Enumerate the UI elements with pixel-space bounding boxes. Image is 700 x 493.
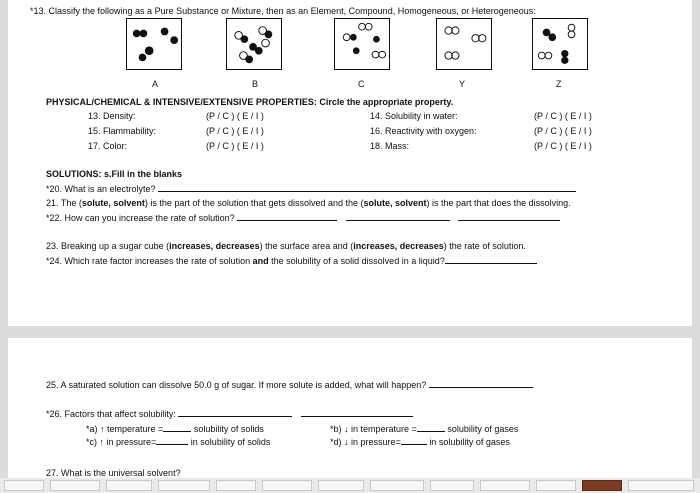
page-thumbnail[interactable] <box>370 480 424 491</box>
q24-part-2: the solubility of a solid dissolved in a liquid? <box>268 256 445 266</box>
page-thumbnail[interactable] <box>582 480 622 491</box>
factor-c-text: in solubility of solids <box>190 437 271 447</box>
page-thumbnail[interactable] <box>4 480 44 491</box>
answer-blank-26a[interactable] <box>178 408 292 417</box>
label-b: B <box>252 79 259 89</box>
particle-box-z <box>532 18 588 70</box>
q24-bold-and: and <box>252 256 269 266</box>
question-26 <box>46 408 413 420</box>
q21-part-2: ) is the part of the solution that gets dissolved and the ( <box>144 198 364 208</box>
page-thumbnail[interactable] <box>216 480 256 491</box>
options-reactivity-oxygen[interactable]: (P / C ) ( E / I ) <box>534 126 592 136</box>
answer-blank-24[interactable] <box>445 255 537 264</box>
particle-diagram-y <box>437 19 491 69</box>
factor-b-label: *b) ↓ in temperature = <box>330 424 417 434</box>
factor-a-label: *a) ↑ temperature = <box>86 424 164 434</box>
particle-diagram-b <box>227 19 281 69</box>
q23-part-1: 23. Breaking up a sugar cube ( <box>46 241 170 251</box>
q21-part-1: 21. The ( <box>46 198 82 208</box>
page-thumbnail[interactable] <box>158 480 210 491</box>
factor-d-text: in solubility of gases <box>429 437 510 447</box>
q21-choice-1[interactable]: solute, solvent <box>81 198 145 208</box>
particle-box-c <box>334 18 390 70</box>
question-25 <box>46 379 533 391</box>
label-c: C <box>358 79 365 89</box>
question-22-text: *22. How can you increase the rate of solution? <box>46 213 235 223</box>
item-density: 13. Density: <box>88 111 136 121</box>
factor-b <box>330 423 518 435</box>
answer-blank-26-a[interactable] <box>163 423 191 432</box>
label-z: Z <box>556 79 562 89</box>
item-color: 17. Color: <box>88 141 128 151</box>
question-27: 27. What is the universal solvent? <box>46 468 181 478</box>
factor-c <box>86 436 270 448</box>
page-thumbnail[interactable] <box>262 480 312 491</box>
options-color[interactable]: (P / C ) ( E / I ) <box>206 141 264 151</box>
particle-box-y <box>436 18 492 70</box>
q21-part-3: ) is the part that does the dissolving. <box>426 198 571 208</box>
item-mass: 18. Mass: <box>370 141 410 151</box>
particle-diagram-z <box>533 19 587 69</box>
question-13: *13. Classify the following as a Pure Substance or Mixture, then as an Element, Compound, Homogeneous, or Heterogeneous: <box>30 6 536 16</box>
item-solubility-water: 14. Solubility in water: <box>370 111 458 121</box>
label-a: A <box>152 79 159 89</box>
answer-blank-26b[interactable] <box>301 408 413 417</box>
item-reactivity-oxygen: 16. Reactivity with oxygen: <box>370 126 477 136</box>
answer-blank-26-c[interactable] <box>156 436 188 445</box>
options-mass[interactable]: (P / C ) ( E / I ) <box>534 141 592 151</box>
properties-heading: PHYSICAL/CHEMICAL & INTENSIVE/EXTENSIVE PROPERTIES: Circle the appropriate property. <box>46 97 454 107</box>
answer-blank-25[interactable] <box>429 379 533 388</box>
question-20-text: *20. What is an electrolyte? <box>46 184 156 194</box>
question-23 <box>46 241 526 252</box>
answer-blank-26-b[interactable] <box>417 423 445 432</box>
page-thumbnail-strip <box>0 478 700 493</box>
answer-blank-26-d[interactable] <box>401 436 427 445</box>
answer-blank-20[interactable] <box>158 183 576 192</box>
q23-choice-2[interactable]: increases, decreases <box>353 241 444 251</box>
question-26-text: *26. Factors that affect solubility: <box>46 409 176 419</box>
options-flammability[interactable]: (P / C ) ( E / I ) <box>206 126 264 136</box>
factor-d <box>330 436 510 448</box>
worksheet-page-2 <box>8 338 692 478</box>
question-25-text: 25. A saturated solution can dissolve 50.0 g of sugar. If more solute is added, what will happen? <box>46 380 427 390</box>
label-y: Y <box>459 79 466 89</box>
particle-diagram-a <box>127 19 181 69</box>
options-solubility-water[interactable]: (P / C ) ( E / I ) <box>534 111 592 121</box>
factor-c-label: *c) ↑ in pressure= <box>86 437 157 447</box>
page-thumbnail[interactable] <box>50 480 100 491</box>
question-22 <box>46 212 560 224</box>
question-21 <box>46 198 571 209</box>
worksheet-page-1 <box>8 0 692 326</box>
page-thumbnail[interactable] <box>628 480 694 491</box>
factor-a-text: solubility of solids <box>193 424 264 434</box>
factor-d-label: *d) ↓ in pressure= <box>330 437 401 447</box>
answer-blank-22b[interactable] <box>346 212 450 221</box>
q23-part-2: ) the surface area and ( <box>259 241 354 251</box>
q24-part-1: *24. Which rate factor increases the rate of solution <box>46 256 253 266</box>
page-thumbnail[interactable] <box>430 480 474 491</box>
page-thumbnail[interactable] <box>318 480 364 491</box>
q23-part-3: ) the rate of solution. <box>443 241 526 251</box>
page-thumbnail[interactable] <box>480 480 530 491</box>
factor-b-text: solubility of gases <box>447 424 519 434</box>
particle-diagram-c <box>335 19 389 69</box>
question-20 <box>46 183 576 195</box>
page-thumbnail[interactable] <box>106 480 152 491</box>
particle-box-a <box>126 18 182 70</box>
page-thumbnail[interactable] <box>536 480 576 491</box>
q23-choice-1[interactable]: increases, decreases <box>169 241 260 251</box>
q21-choice-2[interactable]: solute, solvent <box>363 198 427 208</box>
item-flammability: 15. Flammability: <box>88 126 157 136</box>
answer-blank-22c[interactable] <box>458 212 560 221</box>
factor-a <box>86 423 264 435</box>
options-density[interactable]: (P / C ) ( E / I ) <box>206 111 264 121</box>
answer-blank-22a[interactable] <box>237 212 337 221</box>
question-24 <box>46 255 537 267</box>
particle-box-b <box>226 18 282 70</box>
solutions-heading: SOLUTIONS: s.Fill in the blanks <box>46 169 183 179</box>
